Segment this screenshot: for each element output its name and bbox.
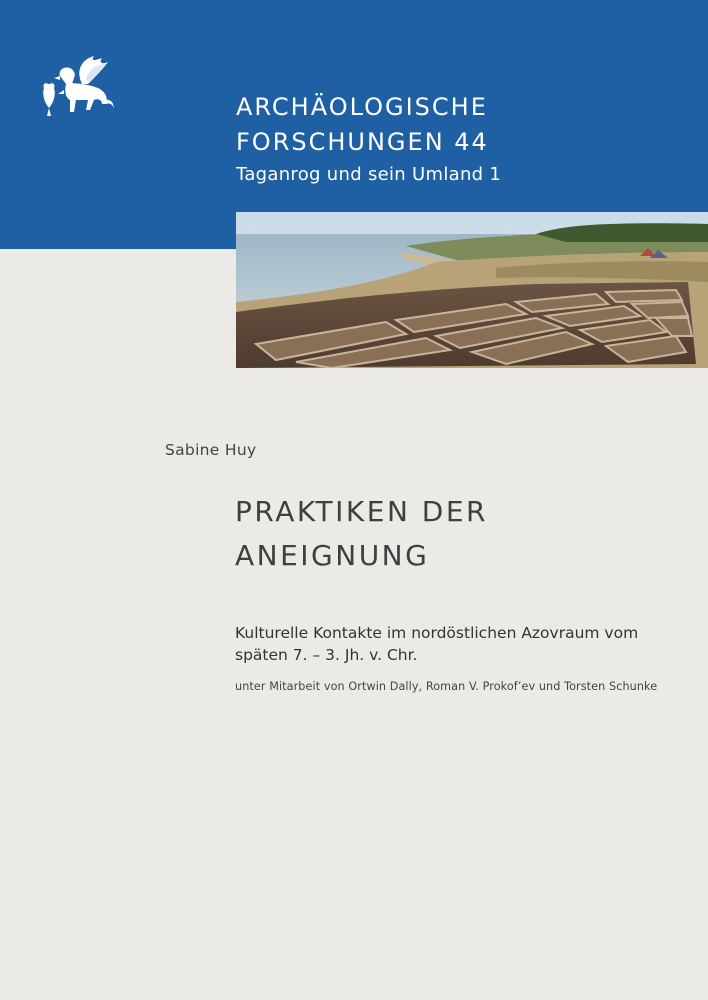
author-name: Sabine Huy	[165, 441, 257, 459]
series-name-line1: ARCHÄOLOGISCHE	[236, 93, 488, 121]
book-subtitle-line2: späten 7. – 3. Jh. v. Chr.	[235, 646, 418, 664]
excavation-photo	[236, 212, 708, 368]
series-subtitle: Taganrog und sein Umland 1	[236, 164, 502, 185]
collaborators-line: unter Mitarbeit von Ortwin Dally, Roman V. Prokof’ev und Torsten Schunke	[235, 680, 658, 693]
book-title-line2: ANEIGNUNG	[235, 539, 430, 572]
book-subtitle-line1: Kulturelle Kontakte im nordöstlichen Azovraum vom	[235, 624, 639, 642]
book-subtitle	[235, 622, 675, 666]
griffin-icon	[36, 54, 120, 120]
book-title	[235, 490, 675, 578]
book-title-line1: PRAKTIKEN DER	[235, 495, 489, 528]
series-title	[236, 90, 501, 188]
series-name-line2: FORSCHUNGEN 44	[236, 128, 489, 156]
